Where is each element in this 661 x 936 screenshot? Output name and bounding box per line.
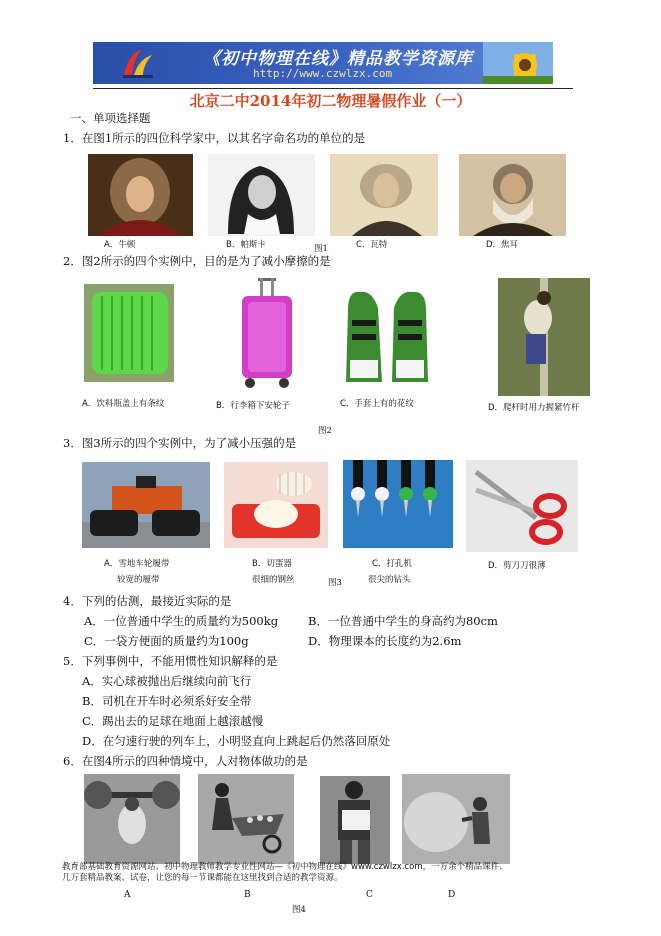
newton-portrait: [88, 154, 193, 236]
q3-caption-b-2: 很细的钢丝: [252, 575, 295, 585]
figure-3-label: 图3: [328, 578, 342, 588]
q1-caption-c: C．瓦特: [356, 240, 388, 250]
footer-note: [62, 862, 602, 884]
q4-option-b: B．一位普通中学生的身高约为80cm: [308, 614, 498, 628]
site-logo-icon: [121, 47, 155, 79]
figure-4-label: 图4: [292, 905, 306, 915]
luggage-image: [238, 278, 296, 390]
q3-caption-b: B．切蛋器: [252, 559, 292, 569]
q2-caption-b: B．行李箱下安轮子: [216, 401, 290, 411]
bottle-cap-image: [84, 284, 174, 382]
q5-option-b: B．司机在开车时必须系好安全带: [82, 694, 252, 708]
figure-1-label: 图1: [314, 244, 328, 254]
q4-option-a: A．一位普通中学生的质量约为500kg: [84, 614, 279, 628]
carrying-books-image: [320, 776, 390, 864]
footer-line-1: 教育部基础教育资源网站、初中物理教师教学专业性网站—《初中物理在线》www.czwlzx.com，一万余个精品课件、: [62, 862, 508, 872]
q4-option-d: D．物理课本的长度约为2.6m: [308, 634, 462, 648]
q2-caption-d: D．爬杆时用力握紧竹杆: [488, 403, 580, 413]
question-6-stem: 6．在图4所示的四种情境中，人对物体做功的是: [63, 754, 308, 768]
q3-caption-a-2: 较宽的履带: [117, 575, 160, 585]
pascal-portrait: [208, 154, 315, 236]
question-4-stem: 4．下列的估测，最接近实际的是: [63, 594, 232, 608]
q6-letter-d: D: [448, 890, 456, 900]
joule-portrait: [459, 154, 566, 236]
q2-caption-a: A．饮料瓶盖上有条纹: [82, 399, 165, 409]
header-rule: [93, 88, 573, 89]
section-heading: 一、单项选择题: [70, 111, 151, 125]
wheelbarrow-image: [198, 774, 294, 864]
q5-option-c: C．踢出去的足球在地面上越滚越慢: [82, 714, 264, 728]
q3-caption-d: D．剪刀刀很薄: [488, 561, 546, 571]
pushing-rock-image: [402, 774, 510, 864]
figure-2-label: 图2: [318, 426, 332, 436]
page-title: 北京二中2014年初二物理暑假作业（一）: [189, 92, 472, 110]
pole-climbing-image: [498, 278, 590, 396]
banner-url[interactable]: http://www.czwlzx.com: [253, 67, 393, 80]
q1-caption-b: B．帕斯卡: [226, 240, 266, 250]
watt-portrait: [330, 154, 438, 236]
question-3-stem: 3．图3所示的四个实例中，为了减小压强的是: [63, 436, 297, 450]
q5-option-d: D．在匀速行驶的列车上，小明竖直向上跳起后仍然落回原处: [82, 734, 391, 748]
question-1-stem: 1．在图1所示的四位科学家中，以其名字命名功的单位的是: [63, 131, 366, 145]
question-5-stem: 5．下列事例中，不能用惯性知识解释的是: [63, 654, 278, 668]
footer-line-2: 几万套精品教案、试卷，让您的每一节课都能在这里找到合适的教学资源。: [62, 873, 343, 883]
q3-caption-c: C．打孔机: [372, 559, 412, 569]
weightlifting-image: [84, 774, 180, 864]
drill-bits-image: [343, 460, 453, 548]
q5-option-a: A．实心球被抛出后继续向前飞行: [82, 674, 252, 688]
q1-caption-d: D．焦耳: [486, 240, 519, 250]
q6-letter-b: B: [244, 890, 251, 900]
q3-caption-c-2: 很尖的钻头: [368, 575, 411, 585]
question-2-stem: 2．图2所示的四个实例中，目的是为了减小摩擦的是: [63, 254, 331, 268]
scissors-image: [466, 460, 578, 552]
snowmobile-image: [82, 462, 210, 548]
q6-letter-c: C: [366, 890, 373, 900]
q4-option-c: C．一袋方便面的质量约为100g: [84, 634, 249, 648]
q6-letter-a: A: [124, 890, 131, 900]
header-banner: [93, 42, 553, 84]
gloves-image: [338, 280, 436, 392]
egg-slicer-image: [224, 462, 328, 548]
banner-title: 《初中物理在线》精品教学资源库: [203, 49, 473, 69]
sunflower-icon: [483, 42, 553, 84]
q3-caption-a: A．雪地车轮履带: [104, 559, 170, 569]
q2-caption-c: C．手套上有的花纹: [340, 399, 414, 409]
q1-caption-a: A．牛顿: [104, 240, 136, 250]
